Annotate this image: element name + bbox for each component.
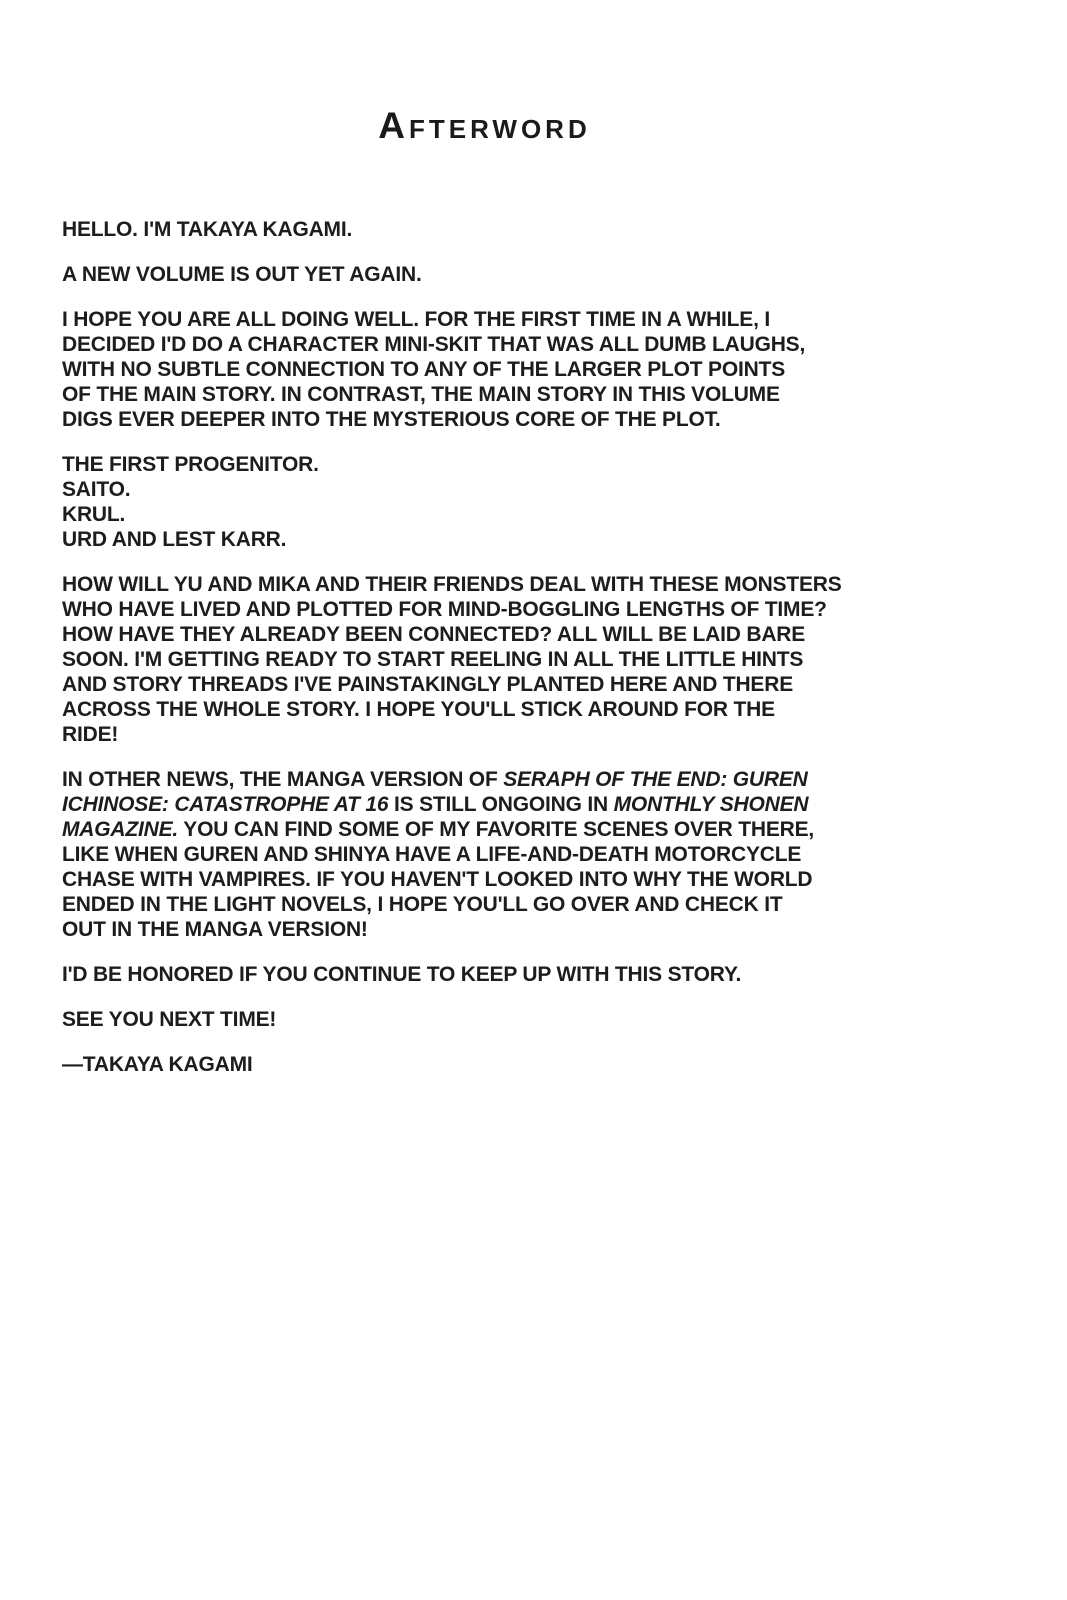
text-line xyxy=(62,842,932,867)
italic-title-text: MONTHLY SHONEN xyxy=(613,793,809,816)
text-segment: IS STILL ONGOING IN xyxy=(388,793,614,816)
text-line xyxy=(62,792,932,817)
italic-title-text: MAGAZINE. xyxy=(62,818,179,841)
text-segment: A NEW VOLUME IS OUT YET AGAIN. xyxy=(62,263,422,286)
text-line xyxy=(62,477,932,502)
text-segment: RIDE! xyxy=(62,723,119,746)
text-line xyxy=(62,382,932,407)
text-line xyxy=(62,672,932,697)
text-line xyxy=(62,1007,932,1032)
text-line xyxy=(62,307,932,332)
character-list xyxy=(62,452,932,552)
text-line xyxy=(62,892,932,917)
text-line xyxy=(62,722,932,747)
text-line xyxy=(62,697,932,722)
text-segment: IN OTHER NEWS, THE MANGA VERSION OF xyxy=(62,768,504,791)
text-segment: OUT IN THE MANGA VERSION! xyxy=(62,918,368,941)
text-line xyxy=(62,817,932,842)
text-line xyxy=(62,647,932,672)
text-line xyxy=(62,572,932,597)
text-segment: DECIDED I'D DO A CHARACTER MINI-SKIT THAT WAS ALL DUMB LAUGHS, xyxy=(62,333,806,356)
text-line xyxy=(62,1052,932,1077)
text-segment: SOON. I'M GETTING READY TO START REELING IN ALL THE LITTLE HINTS xyxy=(62,648,804,671)
text-segment: KRUL. xyxy=(62,503,126,526)
text-segment: OF THE MAIN STORY. IN CONTRAST, THE MAIN STORY IN THIS VOLUME xyxy=(62,383,780,406)
italic-title-text: ICHINOSE: CATASTROPHE AT 16 xyxy=(62,793,389,816)
paragraph xyxy=(62,307,932,432)
text-segment: ACROSS THE WHOLE STORY. I HOPE YOU'LL STICK AROUND FOR THE xyxy=(62,698,775,721)
text-line xyxy=(62,622,932,647)
page-title: Afterword xyxy=(378,105,591,146)
text-line xyxy=(62,452,932,477)
text-line xyxy=(62,767,932,792)
text-line xyxy=(62,962,932,987)
text-segment: AND STORY THREADS I'VE PAINSTAKINGLY PLANTED HERE AND THERE xyxy=(62,673,794,696)
text-line xyxy=(62,867,932,892)
afterword-body xyxy=(62,217,932,1097)
text-segment: HOW WILL YU AND MIKA AND THEIR FRIENDS DEAL WITH THESE MONSTERS xyxy=(62,573,842,596)
text-segment: HOW HAVE THEY ALREADY BEEN CONNECTED? ALL WILL BE LAID BARE xyxy=(62,623,806,646)
text-line xyxy=(62,597,932,622)
text-segment: CHASE WITH VAMPIRES. IF YOU HAVEN'T LOOKED INTO WHY THE WORLD xyxy=(62,868,813,891)
text-segment: WHO HAVE LIVED AND PLOTTED FOR MIND-BOGGLING LENGTHS OF TIME? xyxy=(62,598,827,621)
paragraph xyxy=(62,1007,932,1032)
text-segment: HELLO. I'M TAKAYA KAGAMI. xyxy=(62,218,353,241)
paragraph xyxy=(62,767,932,942)
text-line xyxy=(62,502,932,527)
text-segment: THE FIRST PROGENITOR. xyxy=(62,453,319,476)
text-line xyxy=(62,357,932,382)
text-line xyxy=(62,917,932,942)
text-segment: —TAKAYA KAGAMI xyxy=(62,1053,253,1076)
paragraph xyxy=(62,962,932,987)
text-line xyxy=(62,262,932,287)
text-segment: SAITO. xyxy=(62,478,131,501)
text-line xyxy=(62,332,932,357)
text-line xyxy=(62,407,932,432)
text-segment: LIKE WHEN GUREN AND SHINYA HAVE A LIFE-AND-DEATH MOTORCYCLE xyxy=(62,843,802,866)
text-segment: URD AND LEST KARR. xyxy=(62,528,287,551)
text-segment: I HOPE YOU ARE ALL DOING WELL. FOR THE FIRST TIME IN A WHILE, I xyxy=(62,308,771,331)
paragraph xyxy=(62,572,932,747)
text-segment: WITH NO SUBTLE CONNECTION TO ANY OF THE LARGER PLOT POINTS xyxy=(62,358,786,381)
text-segment: SEE YOU NEXT TIME! xyxy=(62,1008,277,1031)
text-line xyxy=(62,527,932,552)
text-segment: DIGS EVER DEEPER INTO THE MYSTERIOUS CORE OF THE PLOT. xyxy=(62,408,721,431)
signature xyxy=(62,1052,932,1077)
text-line xyxy=(62,217,932,242)
italic-title-text: SERAPH OF THE END: GUREN xyxy=(503,768,808,791)
greeting-paragraph xyxy=(62,217,932,242)
text-segment: YOU CAN FIND SOME OF MY FAVORITE SCENES OVER THERE, xyxy=(178,818,815,841)
text-segment: I'D BE HONORED IF YOU CONTINUE TO KEEP UP WITH THIS STORY. xyxy=(62,963,742,986)
paragraph xyxy=(62,262,932,287)
text-segment: ENDED IN THE LIGHT NOVELS, I HOPE YOU'LL GO OVER AND CHECK IT xyxy=(62,893,783,916)
